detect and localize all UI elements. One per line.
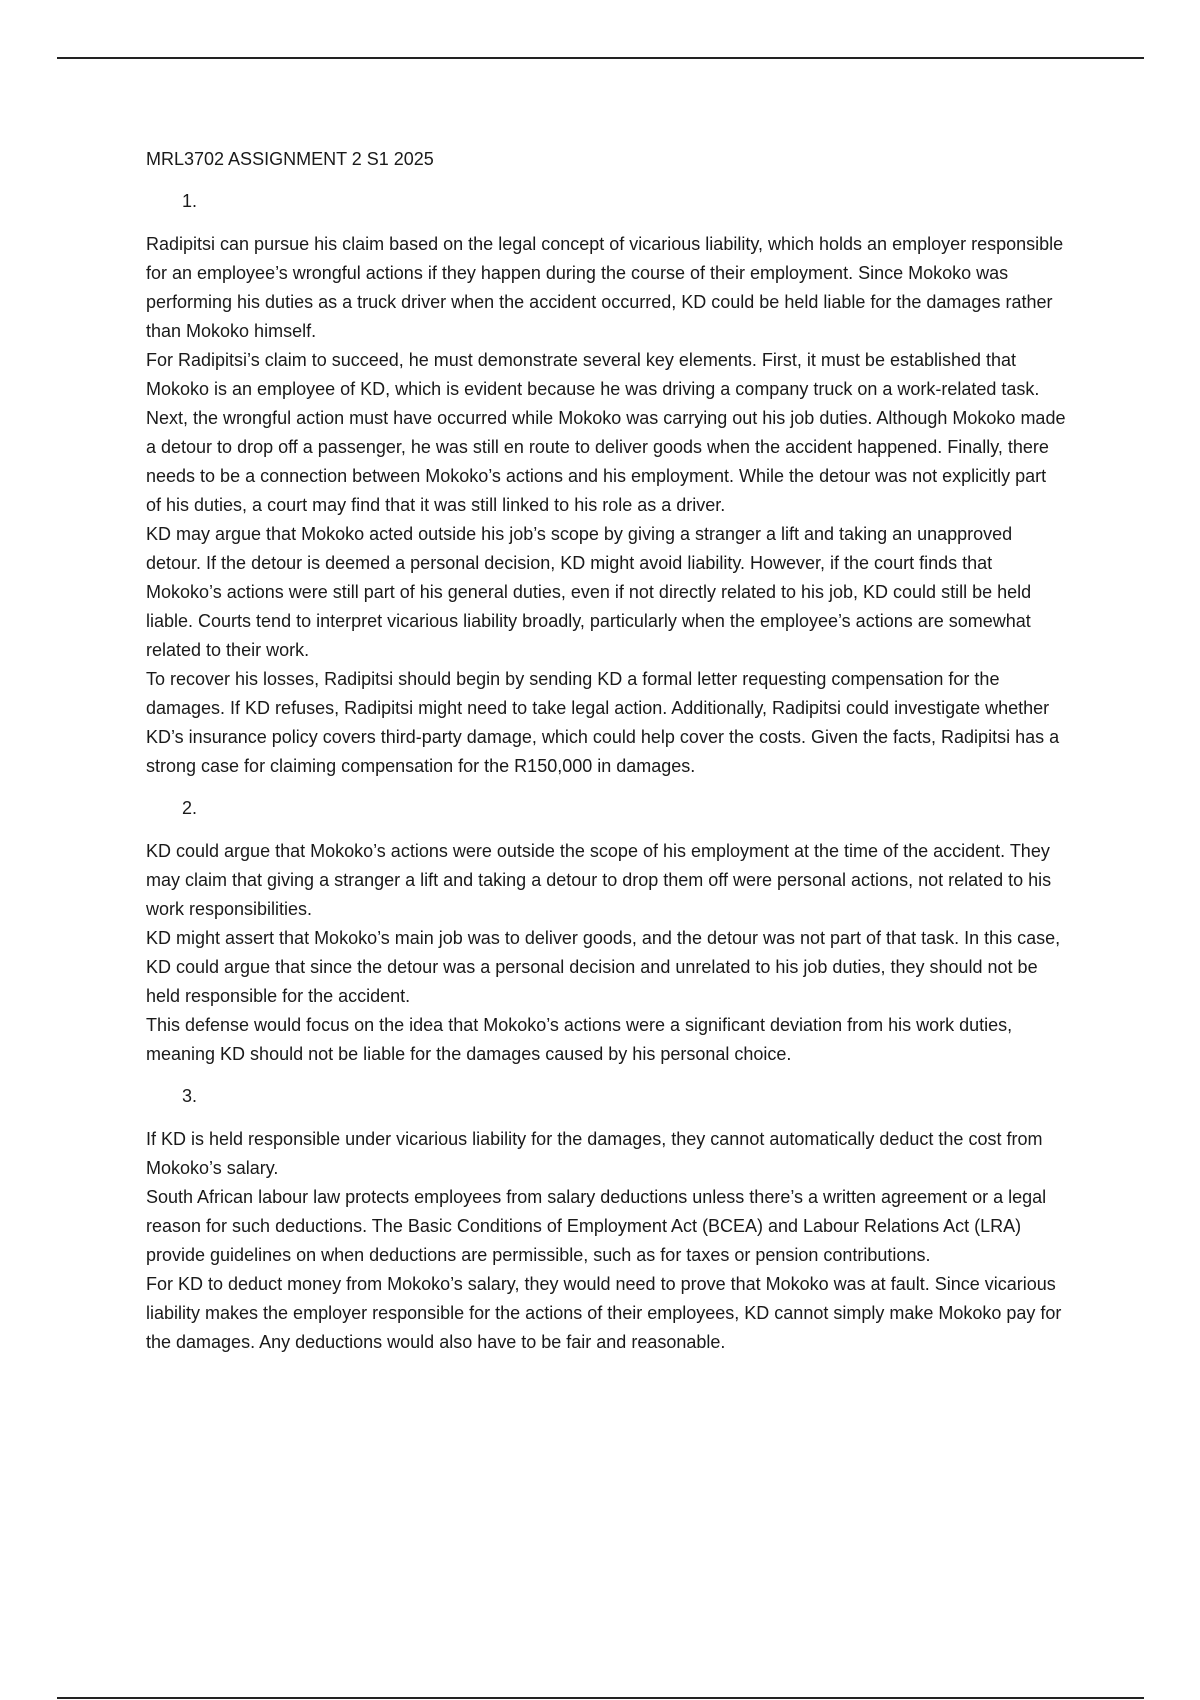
paragraph: KD may argue that Mokoko acted outside his job’s scope by giving a stranger a lift and taking an unapproved detour. If the detour is deemed a personal decision, KD might avoid liability. However, if the court finds that Mokoko’s actions were still part of his general duties, even if not directly related to his job, KD could still be held liable. Courts tend to interpret vicarious liability broadly, particularly when the employee’s actions are somewhat related to their work. [146, 524, 1032, 660]
question-section-1 [146, 187, 1066, 781]
paragraph: To recover his losses, Radipitsi should begin by sending KD a formal letter requesting compensation for the damages. If KD refuses, Radipitsi might need to take legal action. Additionally, Radipitsi could investigate whether KD’s insurance policy covers third-party damage, which could help cover the costs. Given the facts, Radipitsi has a strong case for claiming compensation for the R150,000 in damages. [146, 669, 1060, 776]
header-rule [57, 57, 1144, 59]
paragraph: For Radipitsi’s claim to succeed, he must demonstrate several key elements. First, it must be established that Mokoko is an employee of KD, which is evident because he was driving a company truck on a work-related task. Next, the wrongful action must have occurred while Mokoko was carrying out his job duties. Although Mokoko made a detour to drop off a passenger, he was still en route to deliver goods when the accident happened. Finally, there needs to be a connection between Mokoko’s actions and his employment. While the detour was not explicitly part of his duties, a court may find that it was still linked to his role as a driver. [146, 350, 1066, 515]
paragraph: South African labour law protects employees from salary deductions unless there’s a written agreement or a legal reason for such deductions. The Basic Conditions of Employment Act (BCEA) and Labour Relations Act (LRA) provide guidelines on when deductions are permissible, such as for taxes or pension contributions. [146, 1187, 1047, 1265]
paragraph: If KD is held responsible under vicarious liability for the damages, they cannot automatically deduct the cost from Mokoko’s salary. [146, 1129, 1043, 1178]
document-body [146, 145, 1066, 1357]
document-title: MRL3702 ASSIGNMENT 2 S1 2025 [146, 149, 434, 169]
footer-rule [57, 1697, 1144, 1699]
question-section-2 [146, 794, 1066, 1069]
paragraph: For KD to deduct money from Mokoko’s salary, they would need to prove that Mokoko was at fault. Since vicarious liability makes the employer responsible for the actions of their employees, KD cannot simply make Mokoko pay for the damages. Any deductions would also have to be fair and reasonable. [146, 1274, 1062, 1352]
paragraph: Radipitsi can pursue his claim based on the legal concept of vicarious liability, which holds an employer responsible for an employee’s wrongful actions if they happen during the course of their employment. Since Mokoko was performing his duties as a truck driver when the accident occurred, KD could be held liable for the damages rather than Mokoko himself. [146, 234, 1064, 341]
question-number: 1. [182, 191, 198, 211]
question-section-3 [146, 1082, 1066, 1357]
question-number: 3. [182, 1086, 198, 1106]
question-number: 2. [182, 798, 198, 818]
paragraph: This defense would focus on the idea that Mokoko’s actions were a significant deviation from his work duties, meaning KD should not be liable for the damages caused by his personal choice. [146, 1015, 1013, 1064]
paragraph: KD could argue that Mokoko’s actions were outside the scope of his employment at the time of the accident. They may claim that giving a stranger a lift and taking a detour to drop them off were personal actions, not related to his work responsibilities. [146, 841, 1052, 919]
paragraph: KD might assert that Mokoko’s main job was to deliver goods, and the detour was not part of that task. In this case, KD could argue that since the detour was a personal decision and unrelated to his job duties, they should not be held responsible for the accident. [146, 928, 1061, 1006]
